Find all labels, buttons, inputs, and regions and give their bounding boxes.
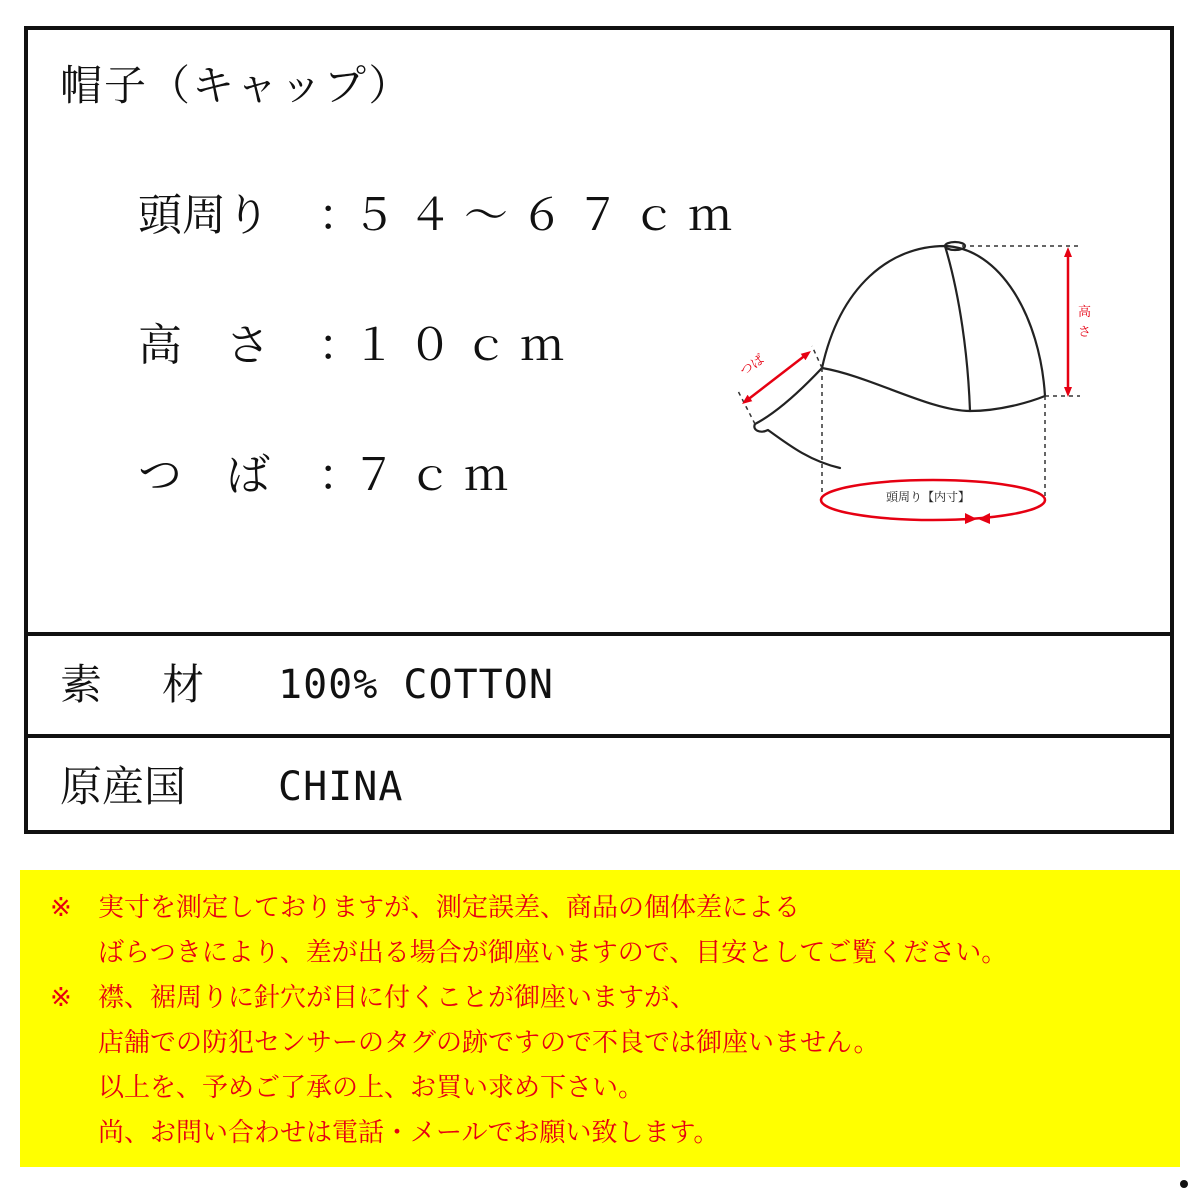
origin-label: 原産国 (60, 762, 187, 811)
corner-dot (1180, 1180, 1188, 1188)
height-label-2: さ (1078, 325, 1092, 340)
spec-label: つ ば (138, 450, 270, 501)
spec-value: ７ｃｍ (352, 450, 520, 501)
spec-separator: ： (318, 450, 362, 501)
spec-label: 頭周り (138, 190, 270, 241)
spec-value: １０ｃｍ (352, 320, 576, 371)
origin-value: CHINA (278, 764, 404, 810)
material-value: 100% COTTON (278, 662, 554, 708)
material-row (28, 636, 1170, 738)
spec-label: 高 さ (138, 320, 270, 371)
notice-mark: ※ (50, 893, 72, 923)
notice-line: ※ 実寸を測定しておりますが、測定誤差、商品の個体差による (50, 893, 801, 923)
guide-lines (738, 246, 1080, 498)
height-label-1: 高 (1078, 305, 1092, 320)
spec-separator: ： (318, 320, 362, 371)
spec-sheet (24, 26, 1174, 834)
notice-box (20, 870, 1180, 1167)
notice-line: ばらつきにより、差が出る場合が御座いますので、目安としてご覧ください。 (98, 938, 1008, 968)
size-spec-section (28, 30, 1170, 636)
spec-row-brim (138, 450, 520, 502)
notice-line: 以上を、予めご了承の上、お買い求め下さい。 (98, 1073, 645, 1103)
spec-row-height (138, 320, 576, 372)
spec-value: ５４～６７ｃｍ (352, 190, 744, 241)
brim-label: つば (737, 352, 768, 380)
spec-row-head-circumference (138, 190, 744, 242)
product-title: 帽子（キャップ） (60, 61, 413, 110)
notice-line: 尚、お問い合わせは電話・メールでお願い致します。 (98, 1118, 720, 1148)
cap-outline-icon (754, 242, 1045, 468)
circumference-label: 頭周り【内寸】 (886, 490, 971, 504)
material-label: 素 材 (60, 660, 205, 709)
origin-row (28, 738, 1170, 834)
notice-mark: ※ (50, 983, 72, 1013)
cap-measurement-diagram (700, 206, 1100, 546)
spec-separator: ： (318, 190, 362, 241)
notice-line: 店舗での防犯センサーのタグの跡ですので不良では御座いません。 (98, 1028, 880, 1058)
notice-line: ※ 襟、裾周りに針穴が目に付くことが御座いますが、 (50, 983, 697, 1013)
